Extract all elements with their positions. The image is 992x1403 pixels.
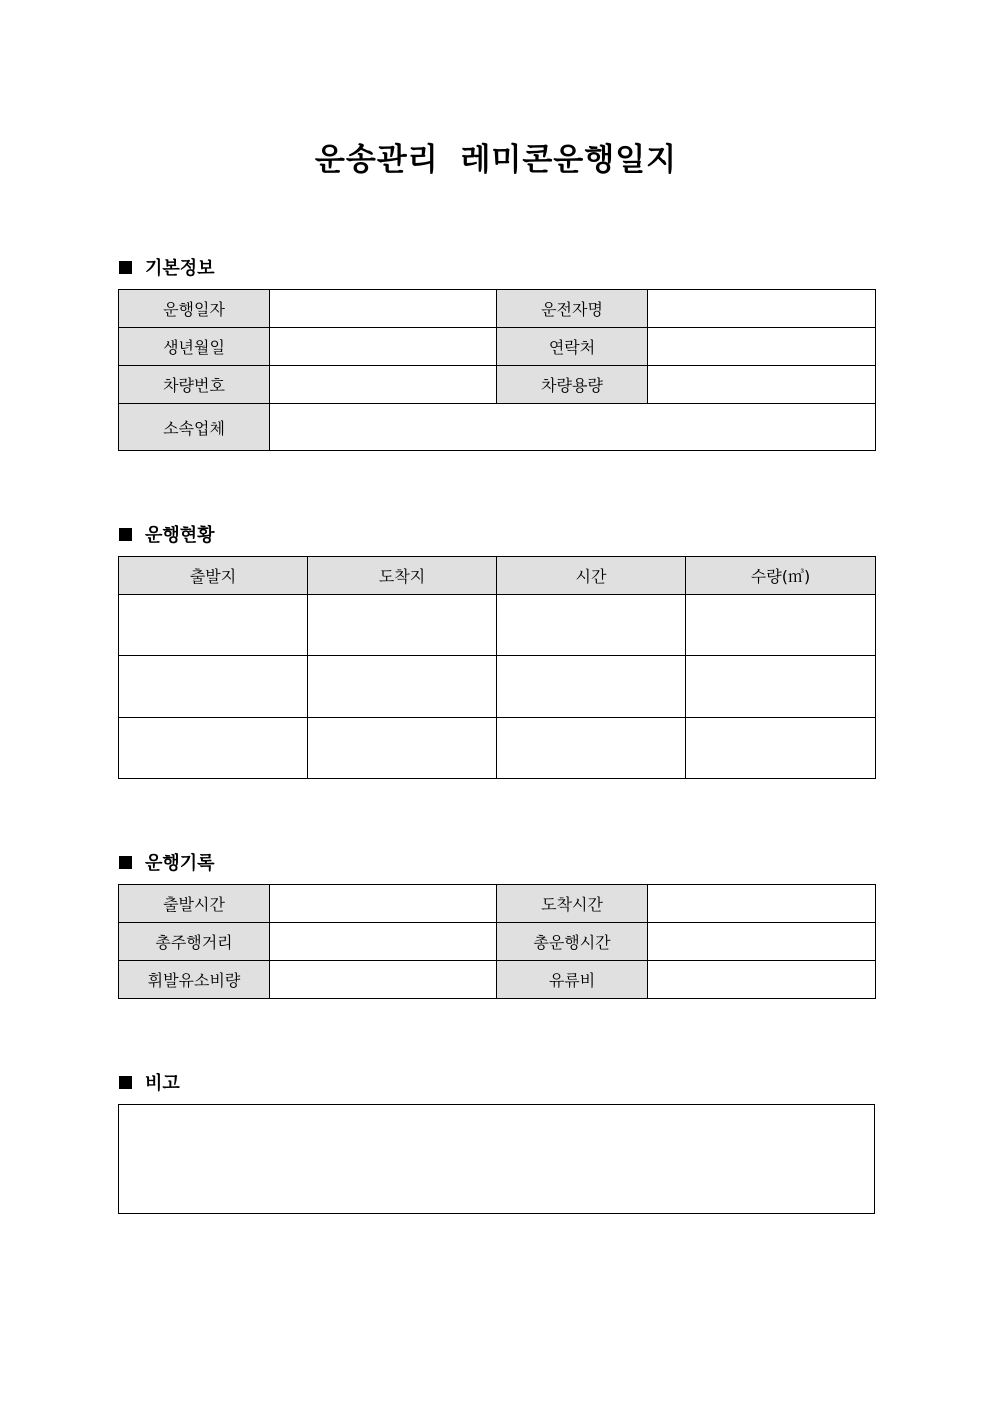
status-cell[interactable] <box>686 656 876 718</box>
label-company: 소속업체 <box>119 404 270 451</box>
label-total-distance: 총주행거리 <box>119 923 270 961</box>
table-row <box>119 961 876 999</box>
column-header: 수량(㎥) <box>686 557 876 595</box>
status-cell[interactable] <box>497 595 686 656</box>
field-depart-time[interactable] <box>270 885 497 923</box>
section-heading-record-label: 운행기록 <box>145 853 215 874</box>
square-bullet-icon <box>119 528 132 541</box>
field-fuel-consumption[interactable] <box>270 961 497 999</box>
status-cell[interactable] <box>497 656 686 718</box>
page-title: 운송관리 레미콘운행일지 <box>314 142 678 178</box>
remarks-table <box>118 1104 875 1214</box>
section-heading-basic <box>119 254 215 280</box>
column-header: 출발지 <box>119 557 308 595</box>
status-cell[interactable] <box>119 595 308 656</box>
basic-info-table <box>118 289 876 451</box>
label-birth: 생년월일 <box>119 328 270 366</box>
table-header-row <box>119 557 876 595</box>
square-bullet-icon <box>119 856 132 869</box>
label-arrive-time: 도착시간 <box>497 885 648 923</box>
status-cell[interactable] <box>686 718 876 779</box>
table-row <box>119 290 876 328</box>
field-total-time[interactable] <box>648 923 876 961</box>
status-table <box>118 556 876 779</box>
table-row <box>119 404 876 451</box>
label-oil-cost: 유류비 <box>497 961 648 999</box>
label-contact: 연락처 <box>497 328 648 366</box>
remarks-field[interactable] <box>119 1105 875 1214</box>
field-oil-cost[interactable] <box>648 961 876 999</box>
square-bullet-icon <box>119 261 132 274</box>
table-row <box>119 595 876 656</box>
table-row <box>119 718 876 779</box>
column-header: 도착지 <box>308 557 497 595</box>
record-table <box>118 884 876 999</box>
label-vehicle-no: 차량번호 <box>119 366 270 404</box>
status-cell[interactable] <box>308 656 497 718</box>
column-header: 시간 <box>497 557 686 595</box>
label-fuel-consumption: 휘발유소비량 <box>119 961 270 999</box>
status-cell[interactable] <box>686 595 876 656</box>
section-heading-record <box>119 849 215 875</box>
square-bullet-icon <box>119 1076 132 1089</box>
field-company[interactable] <box>270 404 876 451</box>
field-vehicle-no[interactable] <box>270 366 497 404</box>
field-contact[interactable] <box>648 328 876 366</box>
status-cell[interactable] <box>119 656 308 718</box>
table-row <box>119 656 876 718</box>
section-heading-remarks <box>119 1069 180 1095</box>
field-vehicle-capacity[interactable] <box>648 366 876 404</box>
table-row <box>119 885 876 923</box>
status-cell[interactable] <box>497 718 686 779</box>
status-cell[interactable] <box>119 718 308 779</box>
label-total-time: 총운행시간 <box>497 923 648 961</box>
field-birth[interactable] <box>270 328 497 366</box>
table-row <box>119 923 876 961</box>
section-heading-remarks-label: 비고 <box>145 1073 180 1094</box>
table-row <box>119 366 876 404</box>
field-total-distance[interactable] <box>270 923 497 961</box>
section-heading-status <box>119 521 215 547</box>
table-row <box>119 328 876 366</box>
field-date[interactable] <box>270 290 497 328</box>
field-arrive-time[interactable] <box>648 885 876 923</box>
section-heading-status-label: 운행현황 <box>145 525 215 546</box>
section-heading-basic-label: 기본정보 <box>145 258 215 279</box>
label-depart-time: 출발시간 <box>119 885 270 923</box>
status-cell[interactable] <box>308 718 497 779</box>
field-driver[interactable] <box>648 290 876 328</box>
label-vehicle-capacity: 차량용량 <box>497 366 648 404</box>
label-driver: 운전자명 <box>497 290 648 328</box>
status-cell[interactable] <box>308 595 497 656</box>
label-date: 운행일자 <box>119 290 270 328</box>
table-row <box>119 1105 875 1214</box>
